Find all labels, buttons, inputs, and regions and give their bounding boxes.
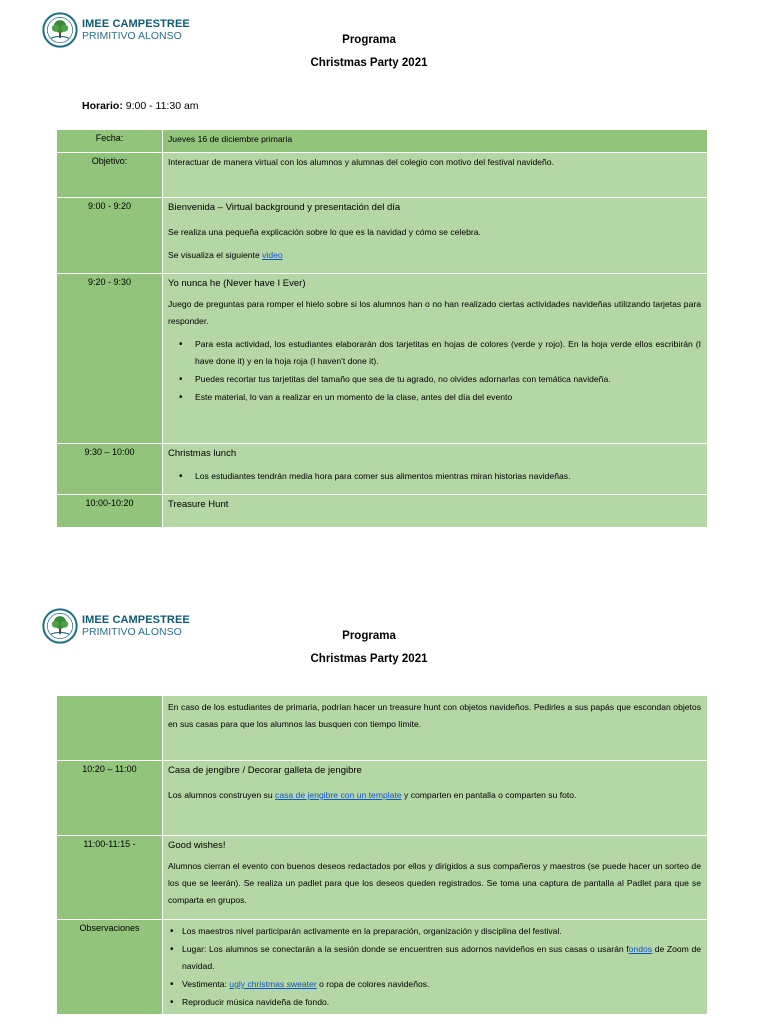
time-slot: 10:20 – 11:00 bbox=[57, 761, 163, 835]
objetivo-value: Interactuar de manera virtual con los alumnos y alumnas del colegio con motivo del festival navideño. bbox=[163, 153, 707, 197]
list-item bbox=[182, 976, 701, 993]
gingerbread-text-suffix: y comparten en pantalla o comparten su foto. bbox=[401, 790, 577, 800]
program-title: Programa bbox=[342, 630, 396, 642]
list-item: • Los maestros nivel participarán activamente en la preparación, organización y disciplina del festival. bbox=[182, 923, 701, 940]
time-slot: 11:00-11:15 - bbox=[57, 836, 163, 919]
observaciones-label: Observaciones bbox=[57, 920, 163, 1014]
video-link-prefix: Se visualiza el siguiente bbox=[168, 250, 263, 260]
activity-text: En caso de los estudiantes de primaria, podrían hacer un treasure hunt con objetos navideños. Pedirles a sus papás que escondan objetos en sus casas para que los alumnos las busquen con tiempo límite. bbox=[168, 702, 701, 729]
activity-cell bbox=[163, 274, 707, 443]
list-item: • Los estudiantes tendrán media hora para comer sus alimentos mientras miran historias navideñas. bbox=[195, 468, 701, 485]
list-item: • Puedes recortar tus tarjetitas del tamaño que sea de tu agrado, no olvides adornarlas con temática navideña. bbox=[195, 371, 701, 388]
table-row-fecha bbox=[57, 130, 707, 153]
video-link[interactable]: video bbox=[262, 250, 283, 260]
fondos-link[interactable]: ondos bbox=[628, 944, 653, 954]
activity-cell bbox=[163, 444, 707, 494]
program-subtitle: Christmas Party 2021 bbox=[310, 57, 428, 69]
observaciones-cell bbox=[163, 920, 707, 1014]
table-row-objetivo bbox=[57, 153, 707, 198]
activity-text: Juego de preguntas para romper el hielo sobre si los alumnos han o no han realizado ciertas actividades navideñas utilizando tarjetas para responder. bbox=[168, 299, 701, 326]
time-slot: 9:20 - 9:30 bbox=[57, 274, 163, 443]
ugly-sweater-link[interactable]: ugly christmas sweater bbox=[229, 979, 317, 989]
table-row-good-wishes bbox=[57, 836, 707, 920]
activity-cell bbox=[163, 761, 707, 835]
objetivo-label: Objetivo: bbox=[57, 153, 163, 197]
time-slot: 9:00 - 9:20 bbox=[57, 198, 163, 273]
activity-cell bbox=[163, 836, 707, 919]
list-item: • Reproducir música navideña de fondo. bbox=[182, 994, 701, 1011]
activity-cell bbox=[163, 696, 707, 760]
activity-title: Treasure Hunt bbox=[168, 499, 229, 510]
table-row-treasure-hunt-cont bbox=[57, 696, 707, 761]
logo-line-1: IMEE CAMPESTREE bbox=[82, 18, 190, 30]
horario-label: Horario: bbox=[82, 100, 123, 112]
vestimenta-text-suffix: o ropa de colores navideños. bbox=[316, 979, 430, 989]
time-slot: 9:30 – 10:00 bbox=[57, 444, 163, 494]
logo-line-2: PRIMITIVO ALONSO bbox=[82, 626, 182, 638]
program-title: Programa bbox=[342, 34, 396, 46]
activity-cell bbox=[163, 495, 707, 527]
activity-cell bbox=[163, 198, 707, 273]
list-item: • Para esta actividad, los estudiantes elaborarán dos tarjetitas en hojas de colores (verde y rojo). En la hoja verde ellos escribirán (I have done it) y en la hoja roja (I haven't done it). bbox=[195, 336, 701, 370]
table-row-christmas-lunch bbox=[57, 444, 707, 495]
list-item: • Este material, lo van a realizar en un momento de la clase, antes del día del evento bbox=[195, 389, 701, 406]
activity-bullets bbox=[168, 336, 701, 406]
vestimenta-text-prefix: Vestimenta: bbox=[182, 979, 230, 989]
schedule-table-page-2 bbox=[57, 696, 707, 1015]
table-row-gingerbread bbox=[57, 761, 707, 836]
fecha-value: Jueves 16 de diciembre primaria bbox=[163, 130, 707, 152]
table-row-bienvenida bbox=[57, 198, 707, 274]
activity-text: Alumnos cierran el evento con buenos deseos redactados por ellos y dirigidos a sus compañeros y maestros (se puede hacer un sorteo de los que se leerán). Se realiza un padlet para que los deseos queden registrados. Se toma una captura de pantalla al Padlet para que se comparta en grupos. bbox=[168, 861, 701, 905]
activity-bullets bbox=[168, 468, 701, 485]
schedule-hours bbox=[82, 100, 199, 112]
activity-text bbox=[168, 787, 701, 804]
list-item bbox=[182, 941, 701, 975]
gingerbread-text-prefix: Los alumnos construyen su bbox=[168, 790, 276, 800]
horario-value: 9:00 - 11:30 am bbox=[125, 100, 199, 112]
gingerbread-template-link[interactable]: casa de jengibre con un template bbox=[275, 790, 402, 800]
schedule-table-page-1 bbox=[57, 130, 707, 528]
document-page-2 bbox=[0, 596, 768, 1024]
table-row-observaciones bbox=[57, 920, 707, 1015]
logo-line-2: PRIMITIVO ALONSO bbox=[82, 30, 182, 42]
activity-text bbox=[168, 247, 701, 264]
lugar-text-suffix: de Zoom de navidad. bbox=[182, 944, 701, 971]
table-row-never-have-i-ever bbox=[57, 274, 707, 444]
lugar-text-prefix: Lugar: Los alumnos se conectarán a la sesión donde se encuentren sus adornos navideños en sus casas o usarán f bbox=[182, 944, 629, 954]
fecha-label: Fecha: bbox=[57, 130, 163, 152]
time-slot: 10:00-10:20 bbox=[57, 495, 163, 527]
program-subtitle: Christmas Party 2021 bbox=[310, 653, 428, 665]
activity-title: Casa de jengibre / Decorar galleta de jengibre bbox=[168, 765, 362, 776]
observaciones-bullets bbox=[168, 923, 701, 1011]
activity-text: Se realiza una pequeña explicación sobre lo que es la navidad y cómo se celebra. bbox=[168, 227, 481, 237]
activity-title: Good wishes! bbox=[168, 840, 226, 851]
table-row-treasure-hunt bbox=[57, 495, 707, 528]
activity-title: Yo nunca he (Never have I Ever) bbox=[168, 278, 306, 289]
time-slot bbox=[57, 696, 163, 760]
activity-title: Christmas lunch bbox=[168, 448, 237, 459]
activity-title: Bienvenida – Virtual background y presentación del día bbox=[168, 202, 401, 213]
logo-line-1: IMEE CAMPESTREE bbox=[82, 614, 190, 626]
